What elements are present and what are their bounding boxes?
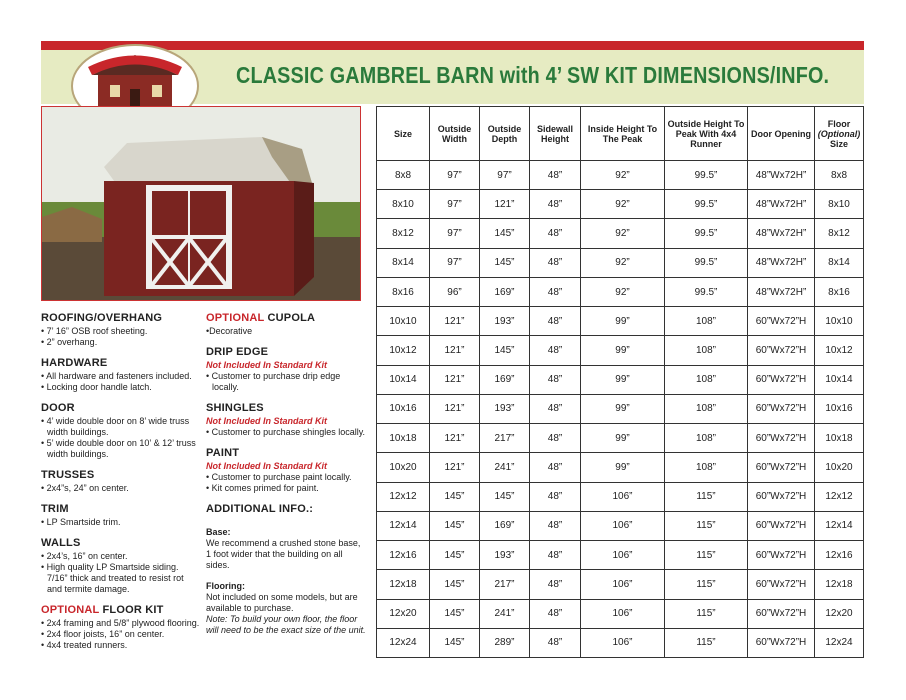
cell-sidewall-height: 48” xyxy=(530,482,581,511)
cell-outside-height: 108” xyxy=(665,424,748,453)
spec-section-cupola xyxy=(206,313,366,337)
header-outside-depth: Outside Depth xyxy=(480,107,530,161)
cell-inside-height: 99” xyxy=(581,394,665,423)
table-row xyxy=(377,277,864,306)
table-row xyxy=(377,628,864,657)
spec-item: • Customer to purchase shingles locally. xyxy=(206,427,366,437)
cell-sidewall-height: 48” xyxy=(530,599,581,628)
cell-sidewall-height: 48” xyxy=(530,394,581,423)
spec-section-trusses xyxy=(41,470,201,494)
header-size: Size xyxy=(377,107,430,161)
cell-inside-height: 92” xyxy=(581,277,665,306)
cell-sidewall-height: 48” xyxy=(530,307,581,336)
cell-outside-depth: 193” xyxy=(480,541,530,570)
cell-outside-height: 115” xyxy=(665,570,748,599)
flooring-label: Flooring: xyxy=(206,581,245,591)
cell-outside-width: 145” xyxy=(430,541,480,570)
table-row xyxy=(377,307,864,336)
cell-outside-width: 121” xyxy=(430,453,480,482)
header-floor-size: Floor (Optional) Size xyxy=(815,107,864,161)
spec-heading: DRIP EDGE xyxy=(206,346,269,358)
spec-item: • High quality LP Smartside siding. 7/16” thick and treated to resist rot and termite damage. xyxy=(41,562,184,594)
cell-sidewall-height: 48” xyxy=(530,424,581,453)
cell-floor-size: 10x16 xyxy=(815,394,864,423)
cell-outside-height: 108” xyxy=(665,365,748,394)
table-row xyxy=(377,424,864,453)
cell-outside-height: 108” xyxy=(665,307,748,336)
cell-door-opening: 60”Wx72”H xyxy=(748,599,815,628)
cell-door-opening: 48”Wx72H” xyxy=(748,248,815,277)
cell-outside-width: 97” xyxy=(430,190,480,219)
page-title: CLASSIC GAMBREL BARN with 4’ SW KIT DIMENSIONS/INFO. xyxy=(236,62,830,88)
cell-floor-size: 12x20 xyxy=(815,599,864,628)
spec-item: • Customer to purchase paint locally. xyxy=(206,472,352,482)
cell-outside-depth: 97” xyxy=(480,161,530,190)
cell-door-opening: 60”Wx72”H xyxy=(748,453,815,482)
table-row xyxy=(377,394,864,423)
cell-outside-depth: 169” xyxy=(480,511,530,540)
table-row xyxy=(377,161,864,190)
spec-heading: OPTIONAL CUPOLA xyxy=(206,312,316,324)
spec-item: • All hardware and fasteners included. xyxy=(41,371,192,381)
cell-inside-height: 92” xyxy=(581,161,665,190)
right-specs-column xyxy=(206,313,366,646)
cell-floor-size: 12x12 xyxy=(815,482,864,511)
cell-size: 8x12 xyxy=(377,219,430,248)
flooring-note: Note: To build your own floor, the floor will need to be the exact size of the unit. xyxy=(206,614,366,635)
cell-size: 12x16 xyxy=(377,541,430,570)
table-row xyxy=(377,599,864,628)
cell-inside-height: 106” xyxy=(581,511,665,540)
table-row xyxy=(377,365,864,394)
spec-item: • 4x4 treated runners. xyxy=(41,640,128,650)
cell-floor-size: 12x14 xyxy=(815,511,864,540)
cell-outside-depth: 217” xyxy=(480,424,530,453)
cell-outside-width: 121” xyxy=(430,336,480,365)
cell-outside-height: 115” xyxy=(665,541,748,570)
cell-door-opening: 60”Wx72”H xyxy=(748,482,815,511)
spec-item: • 2x4”s, 24” on center. xyxy=(41,483,129,493)
spec-section-hardware xyxy=(41,358,201,393)
cell-outside-depth: 145” xyxy=(480,336,530,365)
not-included-note: Not Included In Standard Kit xyxy=(206,360,327,370)
cell-outside-depth: 145” xyxy=(480,482,530,511)
spec-section-trim xyxy=(41,504,201,528)
not-included-note: Not Included In Standard Kit xyxy=(206,461,327,471)
cell-size: 12x12 xyxy=(377,482,430,511)
spec-section-additional xyxy=(206,504,366,636)
cell-floor-size: 10x10 xyxy=(815,307,864,336)
cell-floor-size: 12x18 xyxy=(815,570,864,599)
cell-outside-height: 115” xyxy=(665,482,748,511)
cell-inside-height: 106” xyxy=(581,570,665,599)
cell-inside-height: 99” xyxy=(581,365,665,394)
cell-size: 8x14 xyxy=(377,248,430,277)
cell-outside-depth: 241” xyxy=(480,599,530,628)
table-header-row xyxy=(377,107,864,161)
table-row xyxy=(377,453,864,482)
header-inside-height: Inside Height To The Peak xyxy=(581,107,665,161)
cell-inside-height: 106” xyxy=(581,599,665,628)
cell-floor-size: 10x20 xyxy=(815,453,864,482)
spec-section-floor-kit xyxy=(41,605,201,651)
cell-inside-height: 106” xyxy=(581,541,665,570)
cell-outside-width: 96” xyxy=(430,277,480,306)
cell-outside-height: 99.5” xyxy=(665,248,748,277)
cell-outside-height: 108” xyxy=(665,453,748,482)
cell-door-opening: 60”Wx72”H xyxy=(748,628,815,657)
cell-size: 12x14 xyxy=(377,511,430,540)
cell-size: 10x16 xyxy=(377,394,430,423)
cell-outside-width: 121” xyxy=(430,365,480,394)
cell-outside-height: 115” xyxy=(665,628,748,657)
cell-outside-height: 99.5” xyxy=(665,190,748,219)
cell-floor-size: 10x18 xyxy=(815,424,864,453)
cell-outside-width: 145” xyxy=(430,628,480,657)
cell-size: 8x8 xyxy=(377,161,430,190)
table-row xyxy=(377,219,864,248)
cell-floor-size: 10x14 xyxy=(815,365,864,394)
spec-item: • 2x4’s, 16” on center. xyxy=(41,551,128,561)
cell-door-opening: 60”Wx72”H xyxy=(748,307,815,336)
flooring-text: Not included on some models, but are available to purchase. xyxy=(206,592,358,613)
cell-outside-height: 108” xyxy=(665,336,748,365)
cell-outside-width: 97” xyxy=(430,161,480,190)
header-outside-width: Outside Width xyxy=(430,107,480,161)
cell-inside-height: 99” xyxy=(581,424,665,453)
cell-inside-height: 92” xyxy=(581,219,665,248)
cell-outside-height: 99.5” xyxy=(665,219,748,248)
spec-section-walls xyxy=(41,538,201,595)
cell-floor-size: 10x12 xyxy=(815,336,864,365)
cell-inside-height: 99” xyxy=(581,307,665,336)
cell-size: 12x18 xyxy=(377,570,430,599)
cell-inside-height: 92” xyxy=(581,190,665,219)
cell-outside-depth: 289” xyxy=(480,628,530,657)
cell-outside-width: 145” xyxy=(430,570,480,599)
spec-heading: ROOFING/OVERHANG xyxy=(41,312,163,324)
cell-outside-depth: 145” xyxy=(480,219,530,248)
cell-outside-depth: 145” xyxy=(480,248,530,277)
spec-section-door xyxy=(41,403,201,460)
cell-sidewall-height: 48” xyxy=(530,570,581,599)
cell-outside-width: 121” xyxy=(430,424,480,453)
cell-sidewall-height: 48” xyxy=(530,161,581,190)
table-row xyxy=(377,336,864,365)
left-specs-column xyxy=(41,313,201,661)
spec-heading: OPTIONAL FLOOR KIT xyxy=(41,604,164,616)
cell-inside-height: 92” xyxy=(581,248,665,277)
table-row xyxy=(377,511,864,540)
cell-door-opening: 48”Wx72H” xyxy=(748,277,815,306)
cell-outside-depth: 169” xyxy=(480,277,530,306)
cell-inside-height: 99” xyxy=(581,453,665,482)
cell-size: 8x10 xyxy=(377,190,430,219)
spec-item: • Customer to purchase drip edge locally. xyxy=(206,371,341,392)
table-row xyxy=(377,248,864,277)
cell-outside-depth: 169” xyxy=(480,365,530,394)
cell-door-opening: 60”Wx72”H xyxy=(748,511,815,540)
spec-item: • Locking door handle latch. xyxy=(41,382,152,392)
dimensions-table xyxy=(376,106,864,658)
spec-item: • LP Smartside trim. xyxy=(41,517,121,527)
cell-sidewall-height: 48” xyxy=(530,277,581,306)
cell-door-opening: 48”Wx72H” xyxy=(748,161,815,190)
spec-item: • 2x4 floor joists, 16” on center. xyxy=(41,629,165,639)
cell-size: 12x24 xyxy=(377,628,430,657)
not-included-note: Not Included In Standard Kit xyxy=(206,416,327,426)
spec-section-drip-edge xyxy=(206,347,366,393)
cell-door-opening: 48”Wx72H” xyxy=(748,190,815,219)
cell-outside-depth: 193” xyxy=(480,307,530,336)
spec-heading: TRUSSES xyxy=(41,469,95,481)
cell-inside-height: 106” xyxy=(581,628,665,657)
spec-item: • 4’ wide double door on 8’ wide truss width buildings. xyxy=(41,416,190,437)
spec-section-paint xyxy=(206,448,366,494)
spec-item: • Kit comes primed for paint. xyxy=(206,483,319,493)
spec-heading: SHINGLES xyxy=(206,402,264,414)
spec-section-shingles xyxy=(206,403,366,438)
cell-size: 8x16 xyxy=(377,277,430,306)
base-label: Base: xyxy=(206,527,231,537)
spec-item: • 7’ 16” OSB roof sheeting. xyxy=(41,326,148,336)
cell-size: 10x12 xyxy=(377,336,430,365)
cell-outside-depth: 193” xyxy=(480,394,530,423)
spec-section-roofing xyxy=(41,313,201,348)
cell-floor-size: 8x8 xyxy=(815,161,864,190)
cell-size: 12x20 xyxy=(377,599,430,628)
cell-floor-size: 12x24 xyxy=(815,628,864,657)
cell-outside-depth: 241” xyxy=(480,453,530,482)
header-outside-height-peak: Outside Height To Peak With 4x4 Runner xyxy=(665,107,748,161)
cell-door-opening: 60”Wx72”H xyxy=(748,424,815,453)
cell-floor-size: 8x12 xyxy=(815,219,864,248)
cell-sidewall-height: 48” xyxy=(530,190,581,219)
cell-outside-width: 121” xyxy=(430,307,480,336)
cell-floor-size: 8x14 xyxy=(815,248,864,277)
cell-sidewall-height: 48” xyxy=(530,628,581,657)
spec-heading: WALLS xyxy=(41,537,81,549)
spec-item: • 2x4 framing and 5/8” plywood flooring. xyxy=(41,618,200,628)
cell-door-opening: 60”Wx72”H xyxy=(748,570,815,599)
table-row xyxy=(377,190,864,219)
barn-photo xyxy=(41,106,361,301)
cell-outside-depth: 121” xyxy=(480,190,530,219)
cell-door-opening: 60”Wx72”H xyxy=(748,541,815,570)
cell-door-opening: 48”Wx72H” xyxy=(748,219,815,248)
spec-item: • 5’ wide double door on 10’ & 12’ truss width buildings. xyxy=(41,438,196,459)
cell-outside-width: 97” xyxy=(430,248,480,277)
cell-outside-height: 99.5” xyxy=(665,161,748,190)
cell-size: 10x18 xyxy=(377,424,430,453)
cell-outside-width: 145” xyxy=(430,599,480,628)
cell-door-opening: 60”Wx72”H xyxy=(748,336,815,365)
base-text: We recommend a crushed stone base, 1 foot wider that the building on all sides. xyxy=(206,538,361,570)
spec-item: • 2” overhang. xyxy=(41,337,98,347)
cell-sidewall-height: 48” xyxy=(530,248,581,277)
cell-outside-width: 145” xyxy=(430,482,480,511)
spec-heading: HARDWARE xyxy=(41,357,108,369)
cell-door-opening: 60”Wx72”H xyxy=(748,394,815,423)
spec-heading: DOOR xyxy=(41,402,75,414)
cell-outside-height: 99.5” xyxy=(665,277,748,306)
cell-outside-height: 108” xyxy=(665,394,748,423)
cell-sidewall-height: 48” xyxy=(530,219,581,248)
cell-outside-width: 145” xyxy=(430,511,480,540)
cell-outside-height: 115” xyxy=(665,511,748,540)
table-row xyxy=(377,570,864,599)
cell-door-opening: 60”Wx72”H xyxy=(748,365,815,394)
header-door-opening: Door Opening xyxy=(748,107,815,161)
spec-item: •Decorative xyxy=(206,326,253,336)
spec-heading: TRIM xyxy=(41,503,69,515)
cell-outside-width: 121” xyxy=(430,394,480,423)
cell-sidewall-height: 48” xyxy=(530,336,581,365)
spec-heading: PAINT xyxy=(206,447,240,459)
cell-floor-size: 8x10 xyxy=(815,190,864,219)
cell-inside-height: 106” xyxy=(581,482,665,511)
cell-outside-height: 115” xyxy=(665,599,748,628)
cell-sidewall-height: 48” xyxy=(530,453,581,482)
table-row xyxy=(377,482,864,511)
table-row xyxy=(377,541,864,570)
table-body xyxy=(377,161,864,658)
cell-floor-size: 8x16 xyxy=(815,277,864,306)
spec-heading: ADDITIONAL INFO.: xyxy=(206,503,314,515)
cell-size: 10x14 xyxy=(377,365,430,394)
cell-sidewall-height: 48” xyxy=(530,511,581,540)
header-sidewall-height: Sidewall Height xyxy=(530,107,581,161)
cell-outside-depth: 217” xyxy=(480,570,530,599)
cell-outside-width: 97” xyxy=(430,219,480,248)
cell-floor-size: 12x16 xyxy=(815,541,864,570)
cell-sidewall-height: 48” xyxy=(530,541,581,570)
cell-sidewall-height: 48” xyxy=(530,365,581,394)
cell-size: 10x20 xyxy=(377,453,430,482)
cell-inside-height: 99” xyxy=(581,336,665,365)
cell-size: 10x10 xyxy=(377,307,430,336)
